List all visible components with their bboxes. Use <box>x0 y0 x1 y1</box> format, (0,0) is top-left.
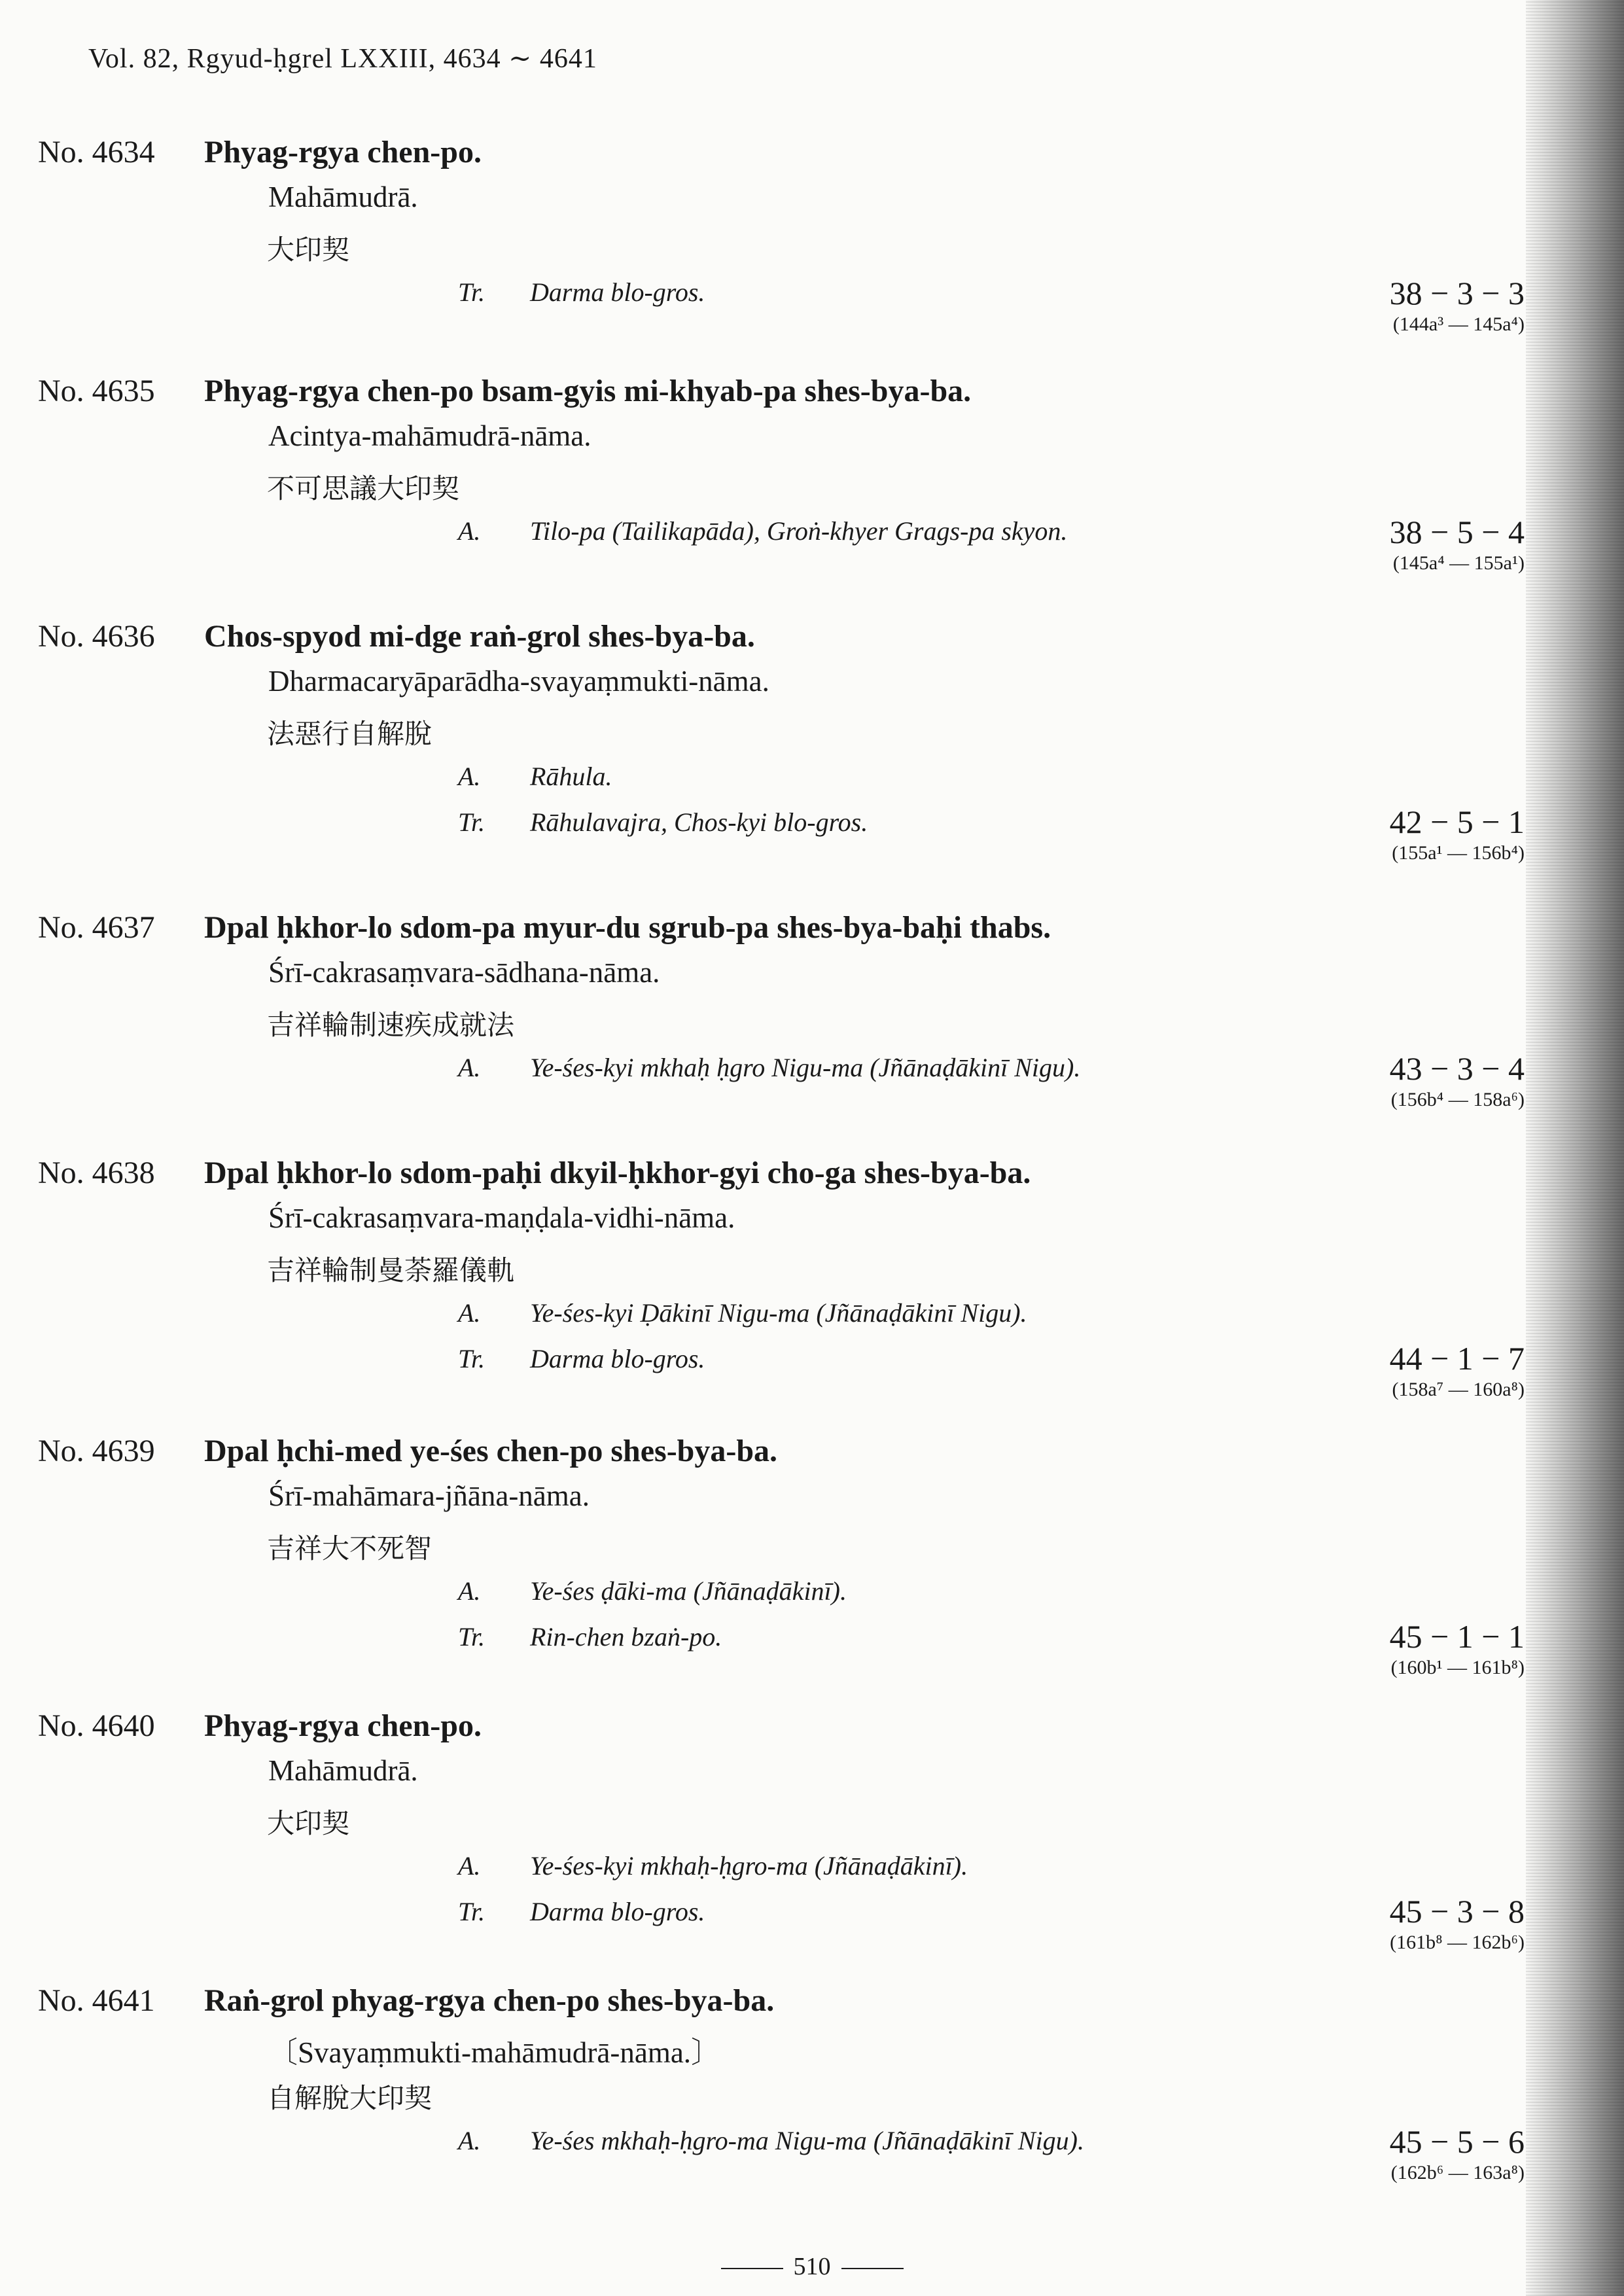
entry-sanskrit-title: Śrī-mahāmara-jñāna-nāma. <box>268 1479 590 1512</box>
credit-text: Darma blo-gros. <box>530 1897 705 1926</box>
entry-chinese-title: 吉祥輪制速疾成就法 <box>267 1009 515 1041</box>
folio-range: (160b¹ — 161b⁸) <box>1390 1657 1525 1678</box>
folio-range: (144a³ — 145a⁴) <box>1392 313 1525 335</box>
entry-chinese-title: 吉祥輪制曼荼羅儀軌 <box>267 1254 515 1286</box>
credit-text: Tilo-pa (Tailikapāda), Groṅ-khyer Grags-pa skyon. <box>530 516 1068 546</box>
credit-role: Tr. <box>458 1897 485 1926</box>
credit-role: A. <box>458 1576 481 1606</box>
folio-range: (158a⁷ — 160a⁸) <box>1392 1379 1525 1400</box>
page-footer <box>0 2252 1624 2281</box>
entry-tibetan-title: Phyag-rgya chen-po. <box>204 1708 482 1743</box>
entry-chinese-title: 法惡行自解脫 <box>267 718 432 750</box>
entry-number: No. 4639 <box>38 1434 155 1468</box>
entry-credit-line <box>458 1621 722 1652</box>
credit-role: Tr. <box>458 1344 485 1373</box>
entry-credit-line <box>458 1576 847 1606</box>
credit-text: Rāhulavajra, Chos-kyi blo-gros. <box>530 807 868 837</box>
entry-credit-line <box>458 807 868 838</box>
entry-credit-line <box>458 277 705 308</box>
credit-role: Tr. <box>458 807 485 837</box>
credit-text: Darma blo-gros. <box>530 1344 705 1373</box>
entry-tibetan-title: Dpal ḥchi-med ye-śes chen-po shes-bya-ba. <box>204 1434 778 1468</box>
entry-chinese-title: 大印契 <box>267 234 350 266</box>
folio-range: (162b⁶ — 163a⁸) <box>1390 2162 1525 2183</box>
location-number: 38 − 3 − 3 <box>1389 275 1525 311</box>
entry-number: No. 4635 <box>38 374 155 408</box>
folio-range: (145a⁴ — 155a¹) <box>1392 552 1525 574</box>
entry-chinese-title: 吉祥大不死智 <box>267 1532 432 1564</box>
entry-location <box>1302 803 1525 864</box>
location-number: 45 − 1 − 1 <box>1389 1618 1525 1655</box>
entry-sanskrit-title: Mahāmudrā. <box>268 1754 418 1787</box>
credit-text: Rāhula. <box>530 762 612 791</box>
entry-number: No. 4640 <box>38 1708 155 1743</box>
entry-credit-line <box>458 2125 1084 2156</box>
entry-chinese-title: 大印契 <box>267 1807 350 1839</box>
credit-text: Ye-śes-kyi mkhaḥ ḥgro Nigu-ma (Jñānaḍākinī Nigu). <box>530 1053 1081 1082</box>
entry-tibetan-title: Dpal ḥkhor-lo sdom-pa myur-du sgrub-pa shes-bya-baḥi thabs. <box>204 910 1051 945</box>
entry-sanskrit-title: Acintya-mahāmudrā-nāma. <box>268 419 591 452</box>
catalog-entry <box>0 1433 1525 1682</box>
folio-range: (161b⁸ — 162b⁶) <box>1390 1932 1525 1953</box>
credit-text: Ye-śes-kyi Ḍākinī Nigu-ma (Jñānaḍākinī Nigu). <box>530 1298 1027 1328</box>
credit-role: A. <box>458 2126 481 2155</box>
entry-credit-line <box>458 1896 705 1927</box>
entry-chinese-title: 不可思議大印契 <box>267 472 460 504</box>
scan-edge-shadow <box>1526 0 1624 2296</box>
entry-sanskrit-title: Mahāmudrā. <box>268 181 418 213</box>
catalog-entry <box>0 134 1525 383</box>
entry-credit-line <box>458 1052 1080 1083</box>
entry-location <box>1302 274 1525 336</box>
entry-location <box>1302 1892 1525 1954</box>
entry-number: No. 4636 <box>38 619 155 654</box>
folio-range: (155a¹ — 156b⁴) <box>1392 842 1525 864</box>
entry-credit-line <box>458 1298 1027 1328</box>
entry-tibetan-title: Dpal ḥkhor-lo sdom-paḥi dkyil-ḥkhor-gyi cho-ga shes-bya-ba. <box>204 1156 1031 1190</box>
folio-range: (156b⁴ — 158a⁶) <box>1390 1089 1525 1110</box>
catalog-entry <box>0 618 1525 867</box>
entry-chinese-title: 自解脫大印契 <box>267 2082 432 2114</box>
running-header: Vol. 82, Rgyud-ḥgrel LXXIII, 4634 ∼ 4641 <box>88 44 597 74</box>
location-number: 45 − 5 − 6 <box>1389 2123 1525 2160</box>
entry-sanskrit-title: Dharmacaryāparādha-svayaṃmukti-nāma. <box>268 665 769 698</box>
location-number: 45 − 3 − 8 <box>1389 1893 1525 1930</box>
catalog-entry <box>0 373 1525 622</box>
credit-role: A. <box>458 762 481 791</box>
catalog-entry <box>0 1983 1525 2231</box>
entry-location <box>1302 1339 1525 1401</box>
location-number: 43 − 3 − 4 <box>1389 1050 1525 1087</box>
credit-text: Ye-śes ḍāki-ma (Jñānaḍākinī). <box>530 1576 847 1606</box>
entry-location <box>1302 1050 1525 1111</box>
entry-tibetan-title: Raṅ-grol phyag-rgya chen-po shes-bya-ba. <box>204 1983 775 2018</box>
page-number: 510 <box>793 2253 831 2280</box>
entry-location <box>1302 2123 1525 2184</box>
catalog-entry <box>0 1155 1525 1404</box>
footer-dash-left <box>721 2268 783 2269</box>
entry-sanskrit-title: Śrī-cakrasaṃvara-maṇḍala-vidhi-nāma. <box>268 1201 735 1234</box>
credit-text: Darma blo-gros. <box>530 277 705 307</box>
entry-number: No. 4637 <box>38 910 155 945</box>
catalog-entry <box>0 1708 1525 1956</box>
location-number: 42 − 5 − 1 <box>1389 804 1525 840</box>
footer-dash-right <box>841 2268 904 2269</box>
location-number: 44 − 1 − 7 <box>1389 1340 1525 1377</box>
entry-sanskrit-title: 〔Svayaṃmukti-mahāmudrā-nāma.〕 <box>268 2036 721 2069</box>
entry-location <box>1302 513 1525 574</box>
credit-role: A. <box>458 1053 481 1082</box>
entry-number: No. 4638 <box>38 1156 155 1190</box>
entry-sanskrit-title: Śrī-cakrasaṃvara-sādhana-nāma. <box>268 956 660 989</box>
entry-number: No. 4641 <box>38 1983 155 2018</box>
credit-text: Ye-śes-kyi mkhaḥ-ḥgro-ma (Jñānaḍākinī). <box>530 1851 968 1881</box>
location-number: 38 − 5 − 4 <box>1389 514 1525 550</box>
entry-tibetan-title: Phyag-rgya chen-po. <box>204 135 482 169</box>
entry-credit-line <box>458 516 1067 546</box>
entry-credit-line <box>458 1850 968 1881</box>
entry-credit-line <box>458 1343 705 1374</box>
entry-credit-line <box>458 761 612 792</box>
catalog-entry <box>0 910 1525 1158</box>
credit-role: Tr. <box>458 1622 485 1651</box>
credit-text: Ye-śes mkhaḥ-ḥgro-ma Nigu-ma (Jñānaḍākinī Nigu). <box>530 2126 1084 2155</box>
credit-text: Rin-chen bzaṅ-po. <box>530 1622 722 1651</box>
credit-role: Tr. <box>458 277 485 307</box>
credit-role: A. <box>458 516 481 546</box>
entry-tibetan-title: Phyag-rgya chen-po bsam-gyis mi-khyab-pa shes-bya-ba. <box>204 374 972 408</box>
entry-location <box>1302 1617 1525 1679</box>
entry-tibetan-title: Chos-spyod mi-dge raṅ-grol shes-bya-ba. <box>204 619 755 654</box>
credit-role: A. <box>458 1298 481 1328</box>
credit-role: A. <box>458 1851 481 1881</box>
entry-number: No. 4634 <box>38 135 155 169</box>
